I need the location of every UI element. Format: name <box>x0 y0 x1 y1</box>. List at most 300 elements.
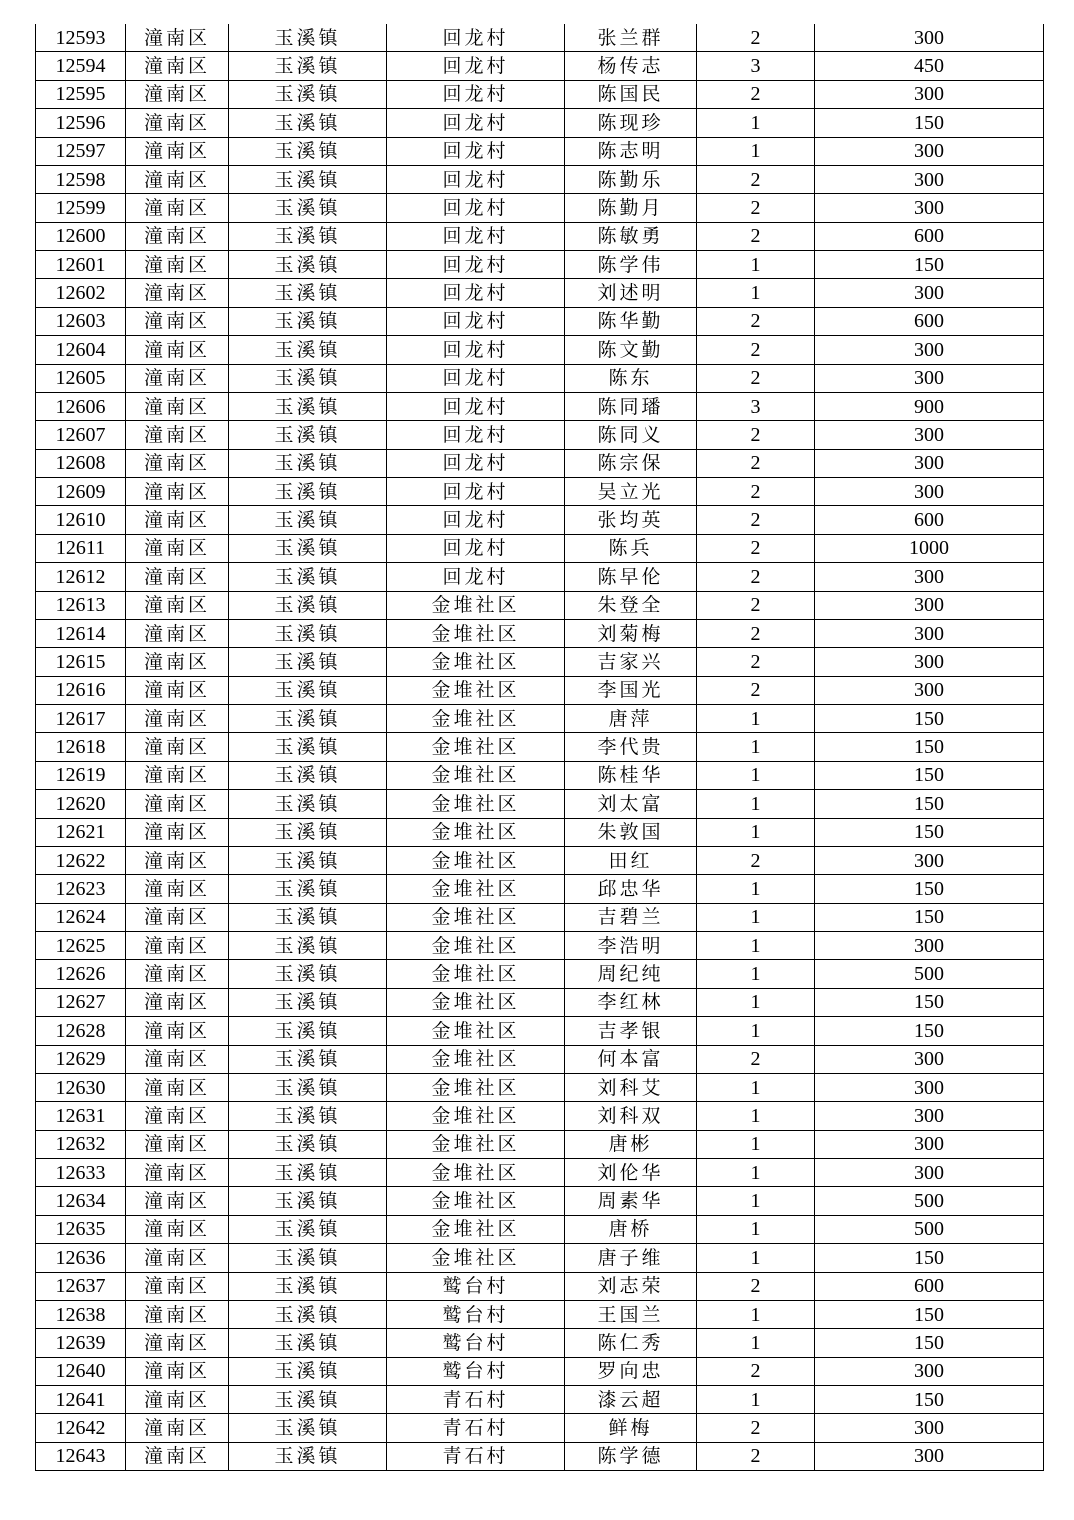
amount-cell: 300 <box>815 80 1044 108</box>
village-cell: 金堆社区 <box>387 761 565 789</box>
table-row <box>36 392 1044 420</box>
amount-cell: 500 <box>815 960 1044 988</box>
roster-table <box>35 24 1044 1471</box>
village-cell: 金堆社区 <box>387 733 565 761</box>
district-cell: 潼南区 <box>126 932 229 960</box>
name-cell: 陈宗保 <box>565 449 697 477</box>
district-cell: 潼南区 <box>126 1073 229 1101</box>
town-cell: 玉溪镇 <box>229 648 387 676</box>
village-cell: 青石村 <box>387 1442 565 1470</box>
village-cell: 金堆社区 <box>387 875 565 903</box>
district-cell: 潼南区 <box>126 1102 229 1130</box>
district-cell: 潼南区 <box>126 80 229 108</box>
table-row <box>36 1272 1044 1300</box>
serial-number-cell: 12594 <box>36 52 126 80</box>
name-cell: 周纪纯 <box>565 960 697 988</box>
table-row <box>36 648 1044 676</box>
district-cell: 潼南区 <box>126 506 229 534</box>
town-cell: 玉溪镇 <box>229 1045 387 1073</box>
amount-cell: 300 <box>815 846 1044 874</box>
amount-cell: 600 <box>815 307 1044 335</box>
district-cell: 潼南区 <box>126 165 229 193</box>
district-cell: 潼南区 <box>126 790 229 818</box>
serial-number-cell: 12615 <box>36 648 126 676</box>
village-cell: 金堆社区 <box>387 903 565 931</box>
amount-cell: 150 <box>815 790 1044 818</box>
name-cell: 陈文勤 <box>565 336 697 364</box>
table-row <box>36 52 1044 80</box>
town-cell: 玉溪镇 <box>229 307 387 335</box>
town-cell: 玉溪镇 <box>229 364 387 392</box>
district-cell: 潼南区 <box>126 392 229 420</box>
town-cell: 玉溪镇 <box>229 80 387 108</box>
serial-number-cell: 12631 <box>36 1102 126 1130</box>
amount-cell: 150 <box>815 733 1044 761</box>
household-count-cell: 1 <box>697 1244 815 1272</box>
amount-cell: 300 <box>815 619 1044 647</box>
name-cell: 唐子维 <box>565 1244 697 1272</box>
amount-cell: 150 <box>815 818 1044 846</box>
name-cell: 唐彬 <box>565 1130 697 1158</box>
household-count-cell: 2 <box>697 1414 815 1442</box>
household-count-cell: 2 <box>697 421 815 449</box>
district-cell: 潼南区 <box>126 194 229 222</box>
table-row <box>36 506 1044 534</box>
name-cell: 何本富 <box>565 1045 697 1073</box>
name-cell: 刘太富 <box>565 790 697 818</box>
name-cell: 罗向忠 <box>565 1357 697 1385</box>
amount-cell: 300 <box>815 478 1044 506</box>
serial-number-cell: 12601 <box>36 251 126 279</box>
household-count-cell: 1 <box>697 988 815 1016</box>
household-count-cell: 2 <box>697 846 815 874</box>
household-count-cell: 1 <box>697 903 815 931</box>
name-cell: 朱敦国 <box>565 818 697 846</box>
town-cell: 玉溪镇 <box>229 846 387 874</box>
name-cell: 陈敏勇 <box>565 222 697 250</box>
district-cell: 潼南区 <box>126 1215 229 1243</box>
district-cell: 潼南区 <box>126 307 229 335</box>
household-count-cell: 2 <box>697 307 815 335</box>
amount-cell: 300 <box>815 591 1044 619</box>
table-row <box>36 1187 1044 1215</box>
district-cell: 潼南区 <box>126 591 229 619</box>
village-cell: 回龙村 <box>387 52 565 80</box>
serial-number-cell: 12595 <box>36 80 126 108</box>
serial-number-cell: 12608 <box>36 449 126 477</box>
district-cell: 潼南区 <box>126 109 229 137</box>
amount-cell: 1000 <box>815 534 1044 562</box>
serial-number-cell: 12638 <box>36 1300 126 1328</box>
amount-cell: 150 <box>815 705 1044 733</box>
town-cell: 玉溪镇 <box>229 1244 387 1272</box>
amount-cell: 150 <box>815 1244 1044 1272</box>
serial-number-cell: 12628 <box>36 1017 126 1045</box>
town-cell: 玉溪镇 <box>229 960 387 988</box>
serial-number-cell: 12593 <box>36 24 126 52</box>
village-cell: 回龙村 <box>387 563 565 591</box>
village-cell: 回龙村 <box>387 279 565 307</box>
table-row <box>36 1073 1044 1101</box>
household-count-cell: 1 <box>697 1300 815 1328</box>
district-cell: 潼南区 <box>126 222 229 250</box>
amount-cell: 300 <box>815 279 1044 307</box>
town-cell: 玉溪镇 <box>229 506 387 534</box>
table-row <box>36 761 1044 789</box>
table-row <box>36 790 1044 818</box>
amount-cell: 500 <box>815 1187 1044 1215</box>
serial-number-cell: 12626 <box>36 960 126 988</box>
village-cell: 回龙村 <box>387 251 565 279</box>
serial-number-cell: 12636 <box>36 1244 126 1272</box>
table-row <box>36 988 1044 1016</box>
district-cell: 潼南区 <box>126 875 229 903</box>
household-count-cell: 2 <box>697 449 815 477</box>
village-cell: 金堆社区 <box>387 1045 565 1073</box>
household-count-cell: 1 <box>697 1187 815 1215</box>
serial-number-cell: 12624 <box>36 903 126 931</box>
town-cell: 玉溪镇 <box>229 52 387 80</box>
amount-cell: 600 <box>815 506 1044 534</box>
serial-number-cell: 12625 <box>36 932 126 960</box>
amount-cell: 150 <box>815 761 1044 789</box>
amount-cell: 150 <box>815 1300 1044 1328</box>
amount-cell: 300 <box>815 563 1044 591</box>
serial-number-cell: 12599 <box>36 194 126 222</box>
amount-cell: 150 <box>815 988 1044 1016</box>
serial-number-cell: 12611 <box>36 534 126 562</box>
name-cell: 周素华 <box>565 1187 697 1215</box>
amount-cell: 300 <box>815 1442 1044 1470</box>
amount-cell: 300 <box>815 1159 1044 1187</box>
amount-cell: 600 <box>815 222 1044 250</box>
village-cell: 回龙村 <box>387 137 565 165</box>
serial-number-cell: 12597 <box>36 137 126 165</box>
serial-number-cell: 12622 <box>36 846 126 874</box>
village-cell: 回龙村 <box>387 364 565 392</box>
name-cell: 李红林 <box>565 988 697 1016</box>
town-cell: 玉溪镇 <box>229 449 387 477</box>
name-cell: 陈东 <box>565 364 697 392</box>
household-count-cell: 1 <box>697 1017 815 1045</box>
amount-cell: 300 <box>815 165 1044 193</box>
amount-cell: 150 <box>815 251 1044 279</box>
table-row <box>36 846 1044 874</box>
table-row <box>36 279 1044 307</box>
table-row <box>36 165 1044 193</box>
town-cell: 玉溪镇 <box>229 1159 387 1187</box>
district-cell: 潼南区 <box>126 705 229 733</box>
town-cell: 玉溪镇 <box>229 1414 387 1442</box>
name-cell: 朱登全 <box>565 591 697 619</box>
table-row <box>36 1300 1044 1328</box>
serial-number-cell: 12621 <box>36 818 126 846</box>
household-count-cell: 2 <box>697 676 815 704</box>
amount-cell: 150 <box>815 875 1044 903</box>
district-cell: 潼南区 <box>126 24 229 52</box>
village-cell: 鹫台村 <box>387 1329 565 1357</box>
table-row <box>36 1215 1044 1243</box>
table-row <box>36 1386 1044 1414</box>
household-count-cell: 1 <box>697 279 815 307</box>
district-cell: 潼南区 <box>126 336 229 364</box>
amount-cell: 450 <box>815 52 1044 80</box>
district-cell: 潼南区 <box>126 761 229 789</box>
village-cell: 回龙村 <box>387 534 565 562</box>
district-cell: 潼南区 <box>126 1300 229 1328</box>
household-count-cell: 1 <box>697 1130 815 1158</box>
village-cell: 金堆社区 <box>387 591 565 619</box>
household-count-cell: 2 <box>697 1357 815 1385</box>
town-cell: 玉溪镇 <box>229 1357 387 1385</box>
table-row <box>36 80 1044 108</box>
household-count-cell: 1 <box>697 251 815 279</box>
household-count-cell: 1 <box>697 1073 815 1101</box>
village-cell: 鹫台村 <box>387 1272 565 1300</box>
household-count-cell: 2 <box>697 1272 815 1300</box>
village-cell: 回龙村 <box>387 80 565 108</box>
amount-cell: 300 <box>815 648 1044 676</box>
household-count-cell: 1 <box>697 1386 815 1414</box>
household-count-cell: 1 <box>697 932 815 960</box>
household-count-cell: 2 <box>697 24 815 52</box>
table-row <box>36 137 1044 165</box>
table-row <box>36 307 1044 335</box>
district-cell: 潼南区 <box>126 364 229 392</box>
village-cell: 金堆社区 <box>387 960 565 988</box>
serial-number-cell: 12627 <box>36 988 126 1016</box>
serial-number-cell: 12607 <box>36 421 126 449</box>
town-cell: 玉溪镇 <box>229 1272 387 1300</box>
name-cell: 田红 <box>565 846 697 874</box>
village-cell: 回龙村 <box>387 222 565 250</box>
town-cell: 玉溪镇 <box>229 194 387 222</box>
name-cell: 李浩明 <box>565 932 697 960</box>
name-cell: 陈勤月 <box>565 194 697 222</box>
town-cell: 玉溪镇 <box>229 875 387 903</box>
district-cell: 潼南区 <box>126 52 229 80</box>
town-cell: 玉溪镇 <box>229 222 387 250</box>
household-count-cell: 2 <box>697 194 815 222</box>
village-cell: 金堆社区 <box>387 1215 565 1243</box>
village-cell: 金堆社区 <box>387 619 565 647</box>
serial-number-cell: 12613 <box>36 591 126 619</box>
amount-cell: 150 <box>815 1329 1044 1357</box>
town-cell: 玉溪镇 <box>229 165 387 193</box>
town-cell: 玉溪镇 <box>229 1300 387 1328</box>
district-cell: 潼南区 <box>126 1045 229 1073</box>
household-count-cell: 2 <box>697 80 815 108</box>
serial-number-cell: 12614 <box>36 619 126 647</box>
household-count-cell: 2 <box>697 534 815 562</box>
name-cell: 陈现珍 <box>565 109 697 137</box>
district-cell: 潼南区 <box>126 903 229 931</box>
village-cell: 金堆社区 <box>387 1073 565 1101</box>
name-cell: 李国光 <box>565 676 697 704</box>
town-cell: 玉溪镇 <box>229 563 387 591</box>
table-row <box>36 932 1044 960</box>
name-cell: 鲜梅 <box>565 1414 697 1442</box>
village-cell: 回龙村 <box>387 506 565 534</box>
name-cell: 唐萍 <box>565 705 697 733</box>
district-cell: 潼南区 <box>126 1159 229 1187</box>
name-cell: 陈桂华 <box>565 761 697 789</box>
household-count-cell: 2 <box>697 563 815 591</box>
table-row <box>36 960 1044 988</box>
amount-cell: 900 <box>815 392 1044 420</box>
serial-number-cell: 12633 <box>36 1159 126 1187</box>
name-cell: 陈华勤 <box>565 307 697 335</box>
household-count-cell: 2 <box>697 364 815 392</box>
table-row <box>36 1102 1044 1130</box>
town-cell: 玉溪镇 <box>229 676 387 704</box>
village-cell: 金堆社区 <box>387 932 565 960</box>
serial-number-cell: 12606 <box>36 392 126 420</box>
village-cell: 鹫台村 <box>387 1357 565 1385</box>
name-cell: 张兰群 <box>565 24 697 52</box>
household-count-cell: 2 <box>697 619 815 647</box>
district-cell: 潼南区 <box>126 988 229 1016</box>
amount-cell: 150 <box>815 109 1044 137</box>
village-cell: 回龙村 <box>387 336 565 364</box>
name-cell: 陈勤乐 <box>565 165 697 193</box>
serial-number-cell: 12618 <box>36 733 126 761</box>
household-count-cell: 1 <box>697 1329 815 1357</box>
table-row <box>36 109 1044 137</box>
town-cell: 玉溪镇 <box>229 1017 387 1045</box>
village-cell: 回龙村 <box>387 165 565 193</box>
household-count-cell: 3 <box>697 392 815 420</box>
district-cell: 潼南区 <box>126 1272 229 1300</box>
town-cell: 玉溪镇 <box>229 336 387 364</box>
table-row <box>36 1357 1044 1385</box>
district-cell: 潼南区 <box>126 478 229 506</box>
village-cell: 回龙村 <box>387 109 565 137</box>
table-row <box>36 1414 1044 1442</box>
serial-number-cell: 12602 <box>36 279 126 307</box>
name-cell: 陈早伦 <box>565 563 697 591</box>
table-row <box>36 818 1044 846</box>
amount-cell: 300 <box>815 336 1044 364</box>
town-cell: 玉溪镇 <box>229 1073 387 1101</box>
name-cell: 吉家兴 <box>565 648 697 676</box>
district-cell: 潼南区 <box>126 648 229 676</box>
table-row <box>36 364 1044 392</box>
household-count-cell: 1 <box>697 960 815 988</box>
table-row <box>36 1017 1044 1045</box>
household-count-cell: 2 <box>697 336 815 364</box>
amount-cell: 500 <box>815 1215 1044 1243</box>
name-cell: 吉孝银 <box>565 1017 697 1045</box>
town-cell: 玉溪镇 <box>229 1187 387 1215</box>
district-cell: 潼南区 <box>126 1017 229 1045</box>
household-count-cell: 2 <box>697 1442 815 1470</box>
serial-number-cell: 12612 <box>36 563 126 591</box>
table-row <box>36 875 1044 903</box>
name-cell: 漆云超 <box>565 1386 697 1414</box>
village-cell: 回龙村 <box>387 194 565 222</box>
amount-cell: 300 <box>815 449 1044 477</box>
name-cell: 张均英 <box>565 506 697 534</box>
serial-number-cell: 12605 <box>36 364 126 392</box>
name-cell: 吴立光 <box>565 478 697 506</box>
table-row <box>36 1329 1044 1357</box>
name-cell: 李代贵 <box>565 733 697 761</box>
serial-number-cell: 12600 <box>36 222 126 250</box>
district-cell: 潼南区 <box>126 1244 229 1272</box>
village-cell: 金堆社区 <box>387 846 565 874</box>
table-row <box>36 421 1044 449</box>
town-cell: 玉溪镇 <box>229 903 387 931</box>
serial-number-cell: 12642 <box>36 1414 126 1442</box>
table-row <box>36 24 1044 52</box>
name-cell: 杨传志 <box>565 52 697 80</box>
town-cell: 玉溪镇 <box>229 733 387 761</box>
table-row <box>36 534 1044 562</box>
town-cell: 玉溪镇 <box>229 279 387 307</box>
serial-number-cell: 12603 <box>36 307 126 335</box>
household-count-cell: 1 <box>697 790 815 818</box>
town-cell: 玉溪镇 <box>229 1130 387 1158</box>
name-cell: 刘菊梅 <box>565 619 697 647</box>
village-cell: 金堆社区 <box>387 1017 565 1045</box>
household-count-cell: 1 <box>697 733 815 761</box>
serial-number-cell: 12617 <box>36 705 126 733</box>
serial-number-cell: 12610 <box>36 506 126 534</box>
district-cell: 潼南区 <box>126 676 229 704</box>
name-cell: 陈兵 <box>565 534 697 562</box>
serial-number-cell: 12616 <box>36 676 126 704</box>
district-cell: 潼南区 <box>126 137 229 165</box>
amount-cell: 300 <box>815 1130 1044 1158</box>
district-cell: 潼南区 <box>126 1329 229 1357</box>
table-row <box>36 619 1044 647</box>
name-cell: 刘科艾 <box>565 1073 697 1101</box>
district-cell: 潼南区 <box>126 1414 229 1442</box>
table-row <box>36 194 1044 222</box>
serial-number-cell: 12641 <box>36 1386 126 1414</box>
amount-cell: 300 <box>815 1102 1044 1130</box>
village-cell: 青石村 <box>387 1386 565 1414</box>
table-row <box>36 1045 1044 1073</box>
serial-number-cell: 12596 <box>36 109 126 137</box>
amount-cell: 300 <box>815 1073 1044 1101</box>
name-cell: 刘述明 <box>565 279 697 307</box>
town-cell: 玉溪镇 <box>229 1442 387 1470</box>
name-cell: 邱忠华 <box>565 875 697 903</box>
household-count-cell: 2 <box>697 1045 815 1073</box>
district-cell: 潼南区 <box>126 563 229 591</box>
serial-number-cell: 12609 <box>36 478 126 506</box>
village-cell: 回龙村 <box>387 307 565 335</box>
document-page <box>35 24 1043 1471</box>
village-cell: 回龙村 <box>387 24 565 52</box>
serial-number-cell: 12632 <box>36 1130 126 1158</box>
serial-number-cell: 12634 <box>36 1187 126 1215</box>
household-count-cell: 1 <box>697 875 815 903</box>
district-cell: 潼南区 <box>126 1187 229 1215</box>
household-count-cell: 1 <box>697 1102 815 1130</box>
household-count-cell: 3 <box>697 52 815 80</box>
table-row <box>36 705 1044 733</box>
village-cell: 青石村 <box>387 1414 565 1442</box>
village-cell: 金堆社区 <box>387 1159 565 1187</box>
district-cell: 潼南区 <box>126 1357 229 1385</box>
name-cell: 陈同璠 <box>565 392 697 420</box>
village-cell: 鹫台村 <box>387 1300 565 1328</box>
town-cell: 玉溪镇 <box>229 392 387 420</box>
amount-cell: 300 <box>815 1045 1044 1073</box>
